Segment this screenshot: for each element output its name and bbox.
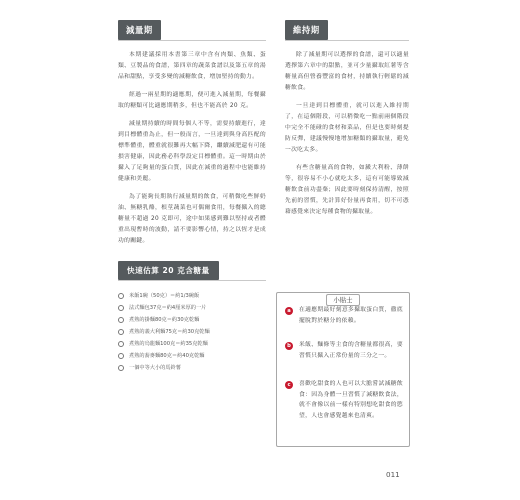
paragraph: 為了能夠長期執行減量期的飲食，可稍微吃些鮮奶油、無糖乳酪，根莖蔬菜也可偶爾食用，每餐攝入的總糖量不超過 20 克即可，途中如果感到難以堅持或者體重出現暫時的波動，請不要影響心情，持之以恆才是成功的關鍵。: [118, 194, 266, 244]
tip-item: [285, 340, 403, 361]
paragraph: 有些含糖量高的食物，如澱大利粉、薄餅等，很容易不小心就吃太多，這有可能導致減糖飲食前功盡棄；因此要時刻保持清醒，按照先前的習慣，先計算好份量再食用，切不可憑藉感覺來決定每種食物的攝取量。: [285, 165, 409, 215]
right-column: [285, 18, 409, 225]
list-item-text: 煮熟的掛麵80克＝約30克乾麵: [129, 317, 200, 323]
section-title-maintenance: 維持期: [285, 20, 328, 40]
tip-item: [285, 379, 403, 421]
list-item: [118, 302, 266, 314]
tip-text: 米飯、麵條等主食的含糖量都很高，要習慣只攝入正常份量的三分之一。: [299, 342, 403, 359]
tip-number-badge: c: [285, 381, 293, 389]
circle-bullet-icon: [118, 317, 124, 323]
list-item: [118, 290, 266, 302]
list-item-text: 一個中等大小的馬鈴薯: [129, 365, 181, 371]
circle-bullet-icon: [118, 329, 124, 335]
tip-number-badge: b: [285, 342, 293, 350]
tips-title: 小貼士: [326, 294, 359, 306]
page-number: 011: [386, 470, 400, 479]
list-item-text: 煮熟的義大利麵75克＝約30克乾麵: [129, 329, 210, 335]
list-item: [118, 338, 266, 350]
list-item-text: 煮熟的烏龍麵100克＝約35克乾麵: [129, 341, 208, 347]
tip-item: [285, 305, 403, 326]
paragraph: 經過一兩星期的適應期，便可進入減量期，每餐攝取的糖類可比適應期稍多，但也不能高於 20 克。: [118, 92, 266, 109]
paragraph: 一旦達到目標體重，就可以進入維持期了，在這個階段，可以稍微吃一點前兩個階段中完全不能碰的食材和菜品，但是也要時刻提防反彈，建議慢慢地增加糖類的攝取量，避免一次吃太多。: [285, 103, 409, 153]
section-header-maintenance: [285, 18, 409, 41]
circle-bullet-icon: [118, 293, 124, 299]
section-title-reduction: 減量期: [118, 20, 161, 40]
list-item-text: 煮熟的蕎麥麵80克＝約40克乾麵: [129, 353, 205, 359]
tip-number-badge: a: [285, 307, 293, 315]
quick-estimate-list: [118, 290, 266, 374]
list-item-text: 米飯1碗（50克）＝約1/3碗飯: [129, 293, 200, 299]
circle-bullet-icon: [118, 365, 124, 371]
list-item: [118, 314, 266, 326]
paragraph: 減量期持續的時間每個人不等，需要持續進行，達到目標體重為止，但一般而言，一旦達到與身高匹配的標準體重，體重就很難再大幅下降，繼續減肥還有可能損害健康，因此務必科學設定目標體重。這一時期由於攝入了足夠量的蛋白質，因此在減重的過程中也能維持健康和美麗。: [118, 121, 266, 182]
list-item: [118, 350, 266, 362]
list-item: [118, 326, 266, 338]
quick-estimate-box: [118, 258, 266, 374]
tips-box: [276, 292, 410, 447]
section-title-quick: 快速估算 20 克含糖量: [118, 261, 219, 280]
tip-text: 喜歡吃甜食的人也可以大膽嘗試減糖飲食：因為身體一旦習慣了減糖飲食法，就不會像以前一樣有特別想吃甜食的慾望，人也會感覺越來也清爽。: [299, 381, 403, 419]
section-header-reduction: [118, 18, 266, 41]
paragraph: 本期建議採用本書第三章中含有肉類、魚類、蛋類、豆製品的食譜，第四章的蔬菜食譜以及第五章的湯品和甜點，享受多變的減糖飲食，增加堅持的動力。: [118, 52, 266, 80]
circle-bullet-icon: [118, 353, 124, 359]
circle-bullet-icon: [118, 305, 124, 311]
list-item: [118, 362, 266, 374]
paragraph: 除了減量期可以選擇的食譜，還可以適量選擇第六章中的甜點，並可少量攝取紅薯等含糖量高但營養豐富的食材，持續執行輕鬆的減糖飲食。: [285, 52, 409, 91]
left-column: [118, 18, 266, 374]
section-header-quick: [118, 258, 266, 281]
tip-text: 在適應期最好刻意多攝取蛋白質，徹底擺脫對於糖分的依賴。: [299, 307, 403, 324]
circle-bullet-icon: [118, 341, 124, 347]
list-item-text: 法式麵包37克＝約4厘米厚的一片: [129, 305, 207, 311]
